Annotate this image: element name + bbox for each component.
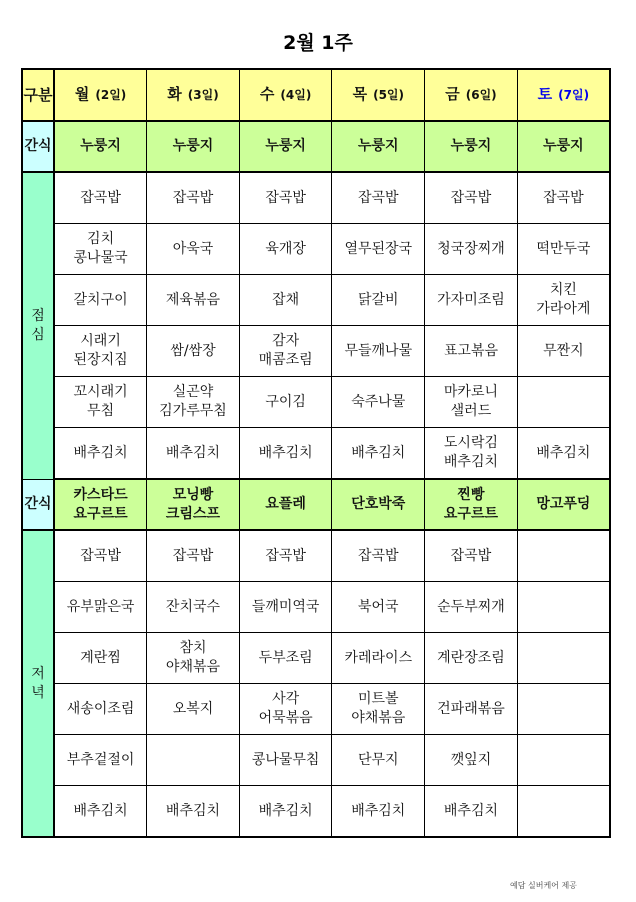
menu-cell (517, 735, 610, 786)
menu-cell: 누룽지 (54, 121, 147, 172)
menu-cell: 카레라이스 (332, 633, 425, 684)
category-header: 구분 (22, 69, 54, 121)
menu-cell: 아욱국 (147, 224, 240, 275)
menu-cell: 부추겉절이 (54, 735, 147, 786)
lunch-row (22, 275, 610, 326)
day-header (239, 69, 332, 121)
menu-cell: 누룽지 (425, 121, 518, 172)
menu-cell: 표고볶음 (425, 326, 518, 377)
menu-cell (517, 530, 610, 582)
menu-cell: 청국장찌개 (425, 224, 518, 275)
menu-cell: 배추김치 (147, 428, 240, 480)
lunch-row (22, 326, 610, 377)
day-date: (7일) (558, 88, 590, 102)
menu-cell: 카스타드 요구르트 (54, 479, 147, 530)
day-date: (2일) (95, 88, 127, 102)
menu-cell: 꼬시래기 무침 (54, 377, 147, 428)
dinner-row (22, 786, 610, 838)
menu-cell: 계란찜 (54, 633, 147, 684)
menu-cell: 치킨 가라아게 (517, 275, 610, 326)
menu-cell: 마카로니 샐러드 (425, 377, 518, 428)
menu-cell: 배추김치 (239, 428, 332, 480)
menu-cell: 누룽지 (147, 121, 240, 172)
day-name: 수 (259, 85, 275, 103)
menu-cell: 계란장조림 (425, 633, 518, 684)
menu-cell: 요플레 (239, 479, 332, 530)
menu-cell: 갈치구이 (54, 275, 147, 326)
menu-cell: 잡곡밥 (54, 172, 147, 224)
menu-cell: 배추김치 (54, 786, 147, 838)
dinner-row (22, 735, 610, 786)
menu-cell: 감자 매콤조림 (239, 326, 332, 377)
menu-cell: 배추김치 (54, 428, 147, 480)
menu-cell: 잡곡밥 (147, 530, 240, 582)
weekly-menu-table (21, 68, 611, 838)
day-name: 목 (352, 85, 368, 103)
menu-cell: 잡곡밥 (239, 530, 332, 582)
menu-cell: 단호박죽 (332, 479, 425, 530)
menu-cell: 잔치국수 (147, 582, 240, 633)
menu-cell: 단무지 (332, 735, 425, 786)
menu-cell: 배추김치 (332, 428, 425, 480)
dinner-row (22, 684, 610, 735)
day-header (54, 69, 147, 121)
lunch-row (22, 428, 610, 480)
menu-cell: 콩나물무침 (239, 735, 332, 786)
day-name: 월 (74, 85, 90, 103)
menu-cell: 잡곡밥 (239, 172, 332, 224)
day-header (147, 69, 240, 121)
menu-cell: 잡곡밥 (332, 172, 425, 224)
lunch-row (22, 224, 610, 275)
day-header (517, 69, 610, 121)
menu-cell: 잡곡밥 (517, 172, 610, 224)
menu-cell: 참치 야채볶음 (147, 633, 240, 684)
day-date: (4일) (280, 88, 312, 102)
dinner-row (22, 530, 610, 582)
menu-cell: 잡채 (239, 275, 332, 326)
menu-cell: 닭갈비 (332, 275, 425, 326)
menu-cell (517, 582, 610, 633)
day-date: (6일) (465, 88, 497, 102)
menu-cell (517, 786, 610, 838)
menu-cell: 잡곡밥 (332, 530, 425, 582)
day-name: 토 (537, 85, 553, 103)
footer-credit: 예담 실버케어 제공 (510, 881, 577, 890)
menu-cell: 건파래볶음 (425, 684, 518, 735)
menu-cell: 사각 어묵볶음 (239, 684, 332, 735)
menu-cell: 배추김치 (517, 428, 610, 480)
menu-cell: 잡곡밥 (425, 172, 518, 224)
menu-cell (517, 684, 610, 735)
menu-cell: 들깨미역국 (239, 582, 332, 633)
menu-cell (147, 735, 240, 786)
menu-cell: 숙주나물 (332, 377, 425, 428)
lunch-row (22, 377, 610, 428)
day-date: (3일) (187, 88, 219, 102)
menu-cell: 깻잎지 (425, 735, 518, 786)
menu-cell: 배추김치 (332, 786, 425, 838)
menu-cell: 누룽지 (517, 121, 610, 172)
menu-cell: 미트볼 야채볶음 (332, 684, 425, 735)
menu-cell: 제육볶음 (147, 275, 240, 326)
menu-cell: 새송이조림 (54, 684, 147, 735)
menu-cell: 도시락김 배추김치 (425, 428, 518, 480)
menu-cell: 오복지 (147, 684, 240, 735)
menu-cell: 두부조림 (239, 633, 332, 684)
menu-cell: 무짠지 (517, 326, 610, 377)
menu-cell: 육개장 (239, 224, 332, 275)
day-header (425, 69, 518, 121)
menu-cell: 구이김 (239, 377, 332, 428)
menu-cell: 순두부찌개 (425, 582, 518, 633)
menu-cell: 망고푸딩 (517, 479, 610, 530)
menu-cell (517, 377, 610, 428)
menu-cell: 잡곡밥 (425, 530, 518, 582)
snack-label: 간식 (22, 479, 54, 530)
menu-cell: 시래기 된장지짐 (54, 326, 147, 377)
day-header (332, 69, 425, 121)
morning-snack-row (22, 121, 610, 172)
menu-cell: 가자미조림 (425, 275, 518, 326)
menu-cell: 배추김치 (425, 786, 518, 838)
menu-cell: 김치 콩나물국 (54, 224, 147, 275)
header-row (22, 69, 610, 121)
menu-cell: 배추김치 (239, 786, 332, 838)
menu-cell: 모닝빵 크림스프 (147, 479, 240, 530)
menu-cell: 실곤약 김가루무침 (147, 377, 240, 428)
menu-cell: 잡곡밥 (54, 530, 147, 582)
afternoon-snack-row (22, 479, 610, 530)
menu-cell: 잡곡밥 (147, 172, 240, 224)
menu-cell (517, 633, 610, 684)
menu-cell: 배추김치 (147, 786, 240, 838)
snack-label: 간식 (22, 121, 54, 172)
dinner-row (22, 633, 610, 684)
menu-cell: 북어국 (332, 582, 425, 633)
lunch-row (22, 172, 610, 224)
menu-cell: 누룽지 (332, 121, 425, 172)
menu-cell: 유부맑은국 (54, 582, 147, 633)
day-name: 금 (445, 85, 460, 103)
menu-cell: 찐빵 요구르트 (425, 479, 518, 530)
menu-cell: 쌈/쌈장 (147, 326, 240, 377)
dinner-label: 저 녁 (22, 530, 54, 837)
menu-cell: 누룽지 (239, 121, 332, 172)
menu-cell: 떡만두국 (517, 224, 610, 275)
page-title: 2월 1주 (283, 32, 353, 54)
day-name: 화 (167, 85, 182, 103)
day-date: (5일) (373, 88, 404, 102)
lunch-label: 점 심 (22, 172, 54, 479)
dinner-row (22, 582, 610, 633)
menu-cell: 열무된장국 (332, 224, 425, 275)
menu-cell: 무들깨나물 (332, 326, 425, 377)
